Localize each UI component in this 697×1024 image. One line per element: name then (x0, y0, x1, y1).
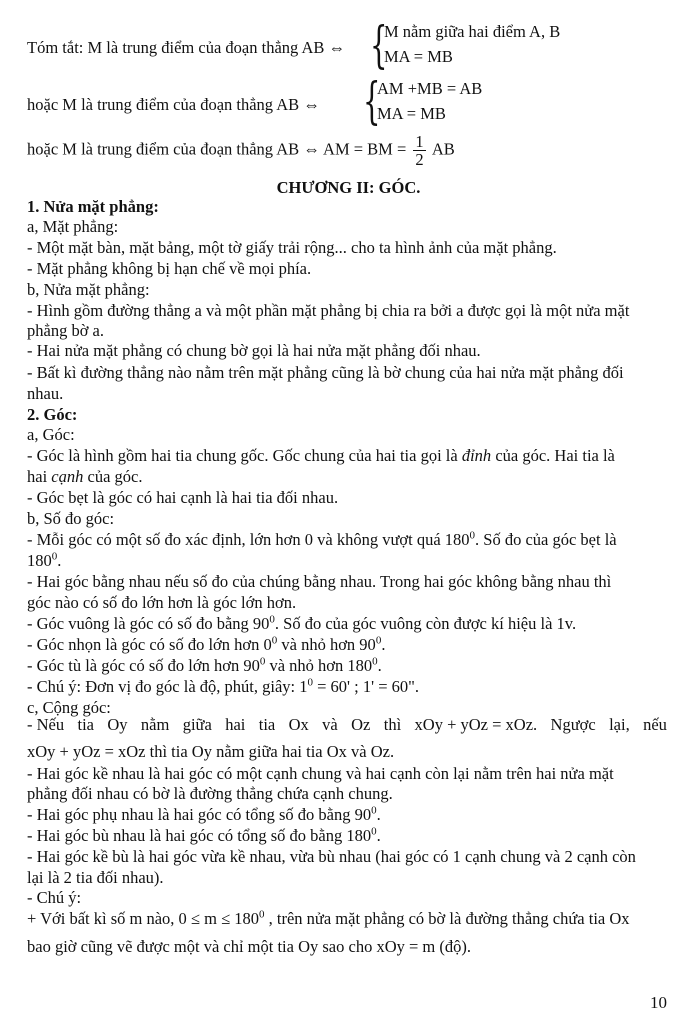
section-2-b-line-3 (27, 613, 576, 634)
fraction-numerator: 1 (415, 132, 424, 151)
section-2-c-line-3 (27, 804, 381, 825)
text-run: của góc. Hai tia là (491, 446, 615, 465)
text-run: - Hai góc bù nhau là hai góc có tổng số đo bằng 180 (27, 826, 372, 845)
text-run: , trên nửa mặt phẳng có bờ là đường thẳng chứa tia Ox (264, 909, 630, 928)
summary-row-2-system-line-1: AM +MB = AB (377, 79, 483, 98)
summary-row-1-system-line-1: M nằm giữa hai điểm A, B (384, 22, 561, 41)
justified-word: giữa (182, 715, 212, 734)
degree-superscript: 0 (372, 655, 378, 668)
text-run: - Hai góc phụ nhau là hai góc có tổng số đo bằng 90 (27, 805, 372, 824)
text-run: . (376, 805, 381, 824)
text-run: + Với bất kì số m nào, 0 ≤ m ≤ 180 (27, 909, 259, 928)
section-1-b-line-1b: phẳng bờ a. (27, 321, 104, 340)
text-run: . (376, 826, 381, 845)
section-2-note-line-1 (27, 908, 630, 929)
section-2-b-label: b, Số đo góc: (27, 509, 115, 528)
section-2-b-line-2a: - Hai góc bằng nhau nếu số đo của chúng bằng nhau. Trong hai góc không bằng nhau thì (27, 572, 612, 591)
section-2-c-line-2a: - Hai góc kề nhau là hai góc có một cạnh chung và hai cạnh còn lại nằm trên hai nửa mặt (27, 764, 614, 783)
section-2-c-line-2b: phẳng đối nhau có bờ là đường thẳng chứa cạnh chung. (27, 784, 393, 803)
formula-xoy-yoz-xoz: xOy + yOz = xOz (27, 742, 146, 761)
text-run: . (57, 551, 62, 570)
justified-word: lại, (609, 715, 630, 734)
section-1-b-line-2: - Hai nửa mặt phẳng có chung bờ gọi là hai nửa mặt phẳng đối nhau. (27, 341, 481, 360)
justified-word: hai (225, 715, 246, 734)
section-2-a-line-2: - Góc bẹt là góc có hai cạnh là hai tia đối nhau. (27, 488, 339, 507)
text-run: - Góc là hình gồm hai tia chung gốc. Gốc chung của hai tia gọi là (27, 446, 462, 465)
section-2-c-line-5a: - Hai góc kề bù là hai góc vừa kề nhau, vừa bù nhau (hai góc có 1 cạnh chung và 2 cạnh còn (27, 847, 636, 866)
section-1-a-line-2: - Mặt phẳng không bị hạn chế về mọi phía. (27, 259, 312, 278)
text-run: và nhỏ hơn 180 (265, 656, 373, 675)
section-2-a-line-1a (27, 445, 615, 466)
text-run: 180 (27, 551, 52, 570)
summary-row-3 (27, 133, 455, 168)
chapter-title: CHƯƠNG II: GÓC. (276, 178, 421, 197)
text-run: - Góc tù là góc có số đo lớn hơn 90 (27, 656, 260, 675)
section-2-c-line-1a (27, 714, 667, 735)
justified-word: Ox (288, 715, 309, 734)
section-2-c-label: c, Cộng góc: (27, 698, 111, 717)
text-run: - Chú ý: Đơn vị đo góc là độ, phút, giây: 1 (27, 677, 308, 696)
text-run: = 60' ; 1' = 60". (313, 677, 420, 696)
section-2-c-line-4 (27, 825, 381, 846)
justified-word: nếu (643, 715, 667, 734)
text-run: . Số đo của góc vuông còn được kí hiệu là 1v. (274, 614, 577, 633)
degree-superscript: 0 (269, 613, 275, 626)
degree-superscript: 0 (259, 655, 266, 668)
section-1-b-line-3a: - Bất kì đường thẳng nào nằm trên mặt phẳng cũng là bờ chung của hai nửa mặt phẳng đối (27, 363, 624, 382)
degree-superscript: 0 (469, 529, 476, 542)
summary-row-2-prefix: hoặc M là trung điểm của đoạn thẳng AB ⇔ (27, 95, 320, 114)
degree-superscript: 0 (375, 634, 382, 647)
degree-superscript: 0 (259, 908, 265, 921)
summary-row-1-system-line-2: MA = MB (384, 47, 453, 66)
justified-word: Ngược (550, 715, 596, 734)
text-run: và nhỏ hơn 90 (277, 635, 376, 654)
justified-word: và (322, 715, 338, 734)
section-2-note-label: - Chú ý: (27, 888, 82, 907)
section-1-a-line-1: - Một mặt bàn, mặt bảng, một tờ giấy trải rộng... cho ta hình ảnh của mặt phẳng. (27, 238, 557, 257)
degree-superscript: 0 (271, 634, 278, 647)
degree-superscript: 0 (371, 804, 377, 817)
summary-row-1 (27, 37, 345, 58)
justified-word: Oz (351, 715, 371, 734)
emphasis-sides: cạnh (51, 467, 84, 486)
text-run: hai (27, 467, 52, 486)
left-brace-icon: { (363, 72, 381, 130)
justified-word: - Nếu (27, 715, 65, 734)
summary-row-3-prefix: hoặc M là trung điểm của đoạn thẳng AB ⇔ AM = BM = (27, 139, 407, 159)
justified-word: thì (383, 715, 402, 734)
section-1-b-line-3b: nhau. (27, 384, 64, 403)
text-run: của góc. (83, 467, 143, 486)
section-2-b-line-1b (27, 550, 61, 571)
section-2-c-line-5b: lại là 2 tia đối nhau). (27, 868, 164, 887)
fraction-denominator: 2 (415, 150, 424, 169)
summary-row-3-suffix: AB (431, 139, 455, 159)
section-2-a-label: a, Góc: (27, 425, 75, 444)
justified-word: nằm (140, 715, 170, 734)
section-1-a-label: a, Mặt phẳng: (27, 217, 119, 236)
left-brace-icon: { (370, 16, 388, 74)
section-2-a-line-1b (27, 466, 142, 487)
justified-word: Oy (107, 715, 128, 734)
section-1-b-line-1a: - Hình gồm đường thẳng a và một phần mặt phẳng bị chia ra bởi a được gọi là một nửa mặt (27, 301, 630, 320)
text-run: . (381, 635, 386, 654)
fraction-one-half (413, 133, 425, 168)
text-run: - Góc nhọn là góc có số đo lớn hơn 0 (27, 635, 272, 654)
summary-row-2-system-line-2: MA = MB (377, 104, 446, 123)
section-2-b-line-4 (27, 634, 385, 655)
summary-row-1-prefix: Tóm tắt: M là trung điểm của đoạn thẳng AB ⇔ (27, 38, 346, 57)
section-1-b-label: b, Nửa mặt phẳng: (27, 280, 150, 299)
degree-superscript: 0 (51, 550, 58, 563)
section-2-b-line-5 (27, 655, 382, 676)
summary-row-2 (27, 94, 320, 115)
section-2-b-line-6 (27, 676, 419, 697)
emphasis-vertex: đỉnh (461, 446, 492, 465)
text-run: - Mỗi góc có một số đo xác định, lớn hơn 0 và không vượt quá 180 (27, 530, 470, 549)
text-run: . Số đo của góc bẹt là (475, 530, 617, 549)
section-2-note-line-2: bao giờ cũng vẽ được một và chỉ một tia Oy sao cho xOy = m (độ). (27, 937, 471, 956)
justified-word: tia (258, 715, 276, 734)
justified-word: xOy + yOz = xOz. (414, 715, 538, 734)
section-2-b-line-1a (27, 529, 617, 550)
section-1-heading: 1. Nửa mặt phẳng: (27, 197, 159, 216)
text-run: . (377, 656, 382, 675)
text-run: - Góc vuông là góc có số đo bằng 90 (27, 614, 270, 633)
section-2-b-line-2b: góc nào có số đo lớn hơn là góc lớn hơn. (27, 593, 297, 612)
degree-superscript: 0 (371, 825, 377, 838)
justified-word: tia (77, 715, 94, 734)
degree-superscript: 0 (307, 676, 313, 689)
page-number: 10 (650, 993, 667, 1012)
section-2-c-line-1b (27, 741, 394, 762)
section-2-heading: 2. Góc: (27, 405, 78, 424)
text-run: thì tia Oy nằm giữa hai tia Ox và Oz. (145, 742, 395, 761)
